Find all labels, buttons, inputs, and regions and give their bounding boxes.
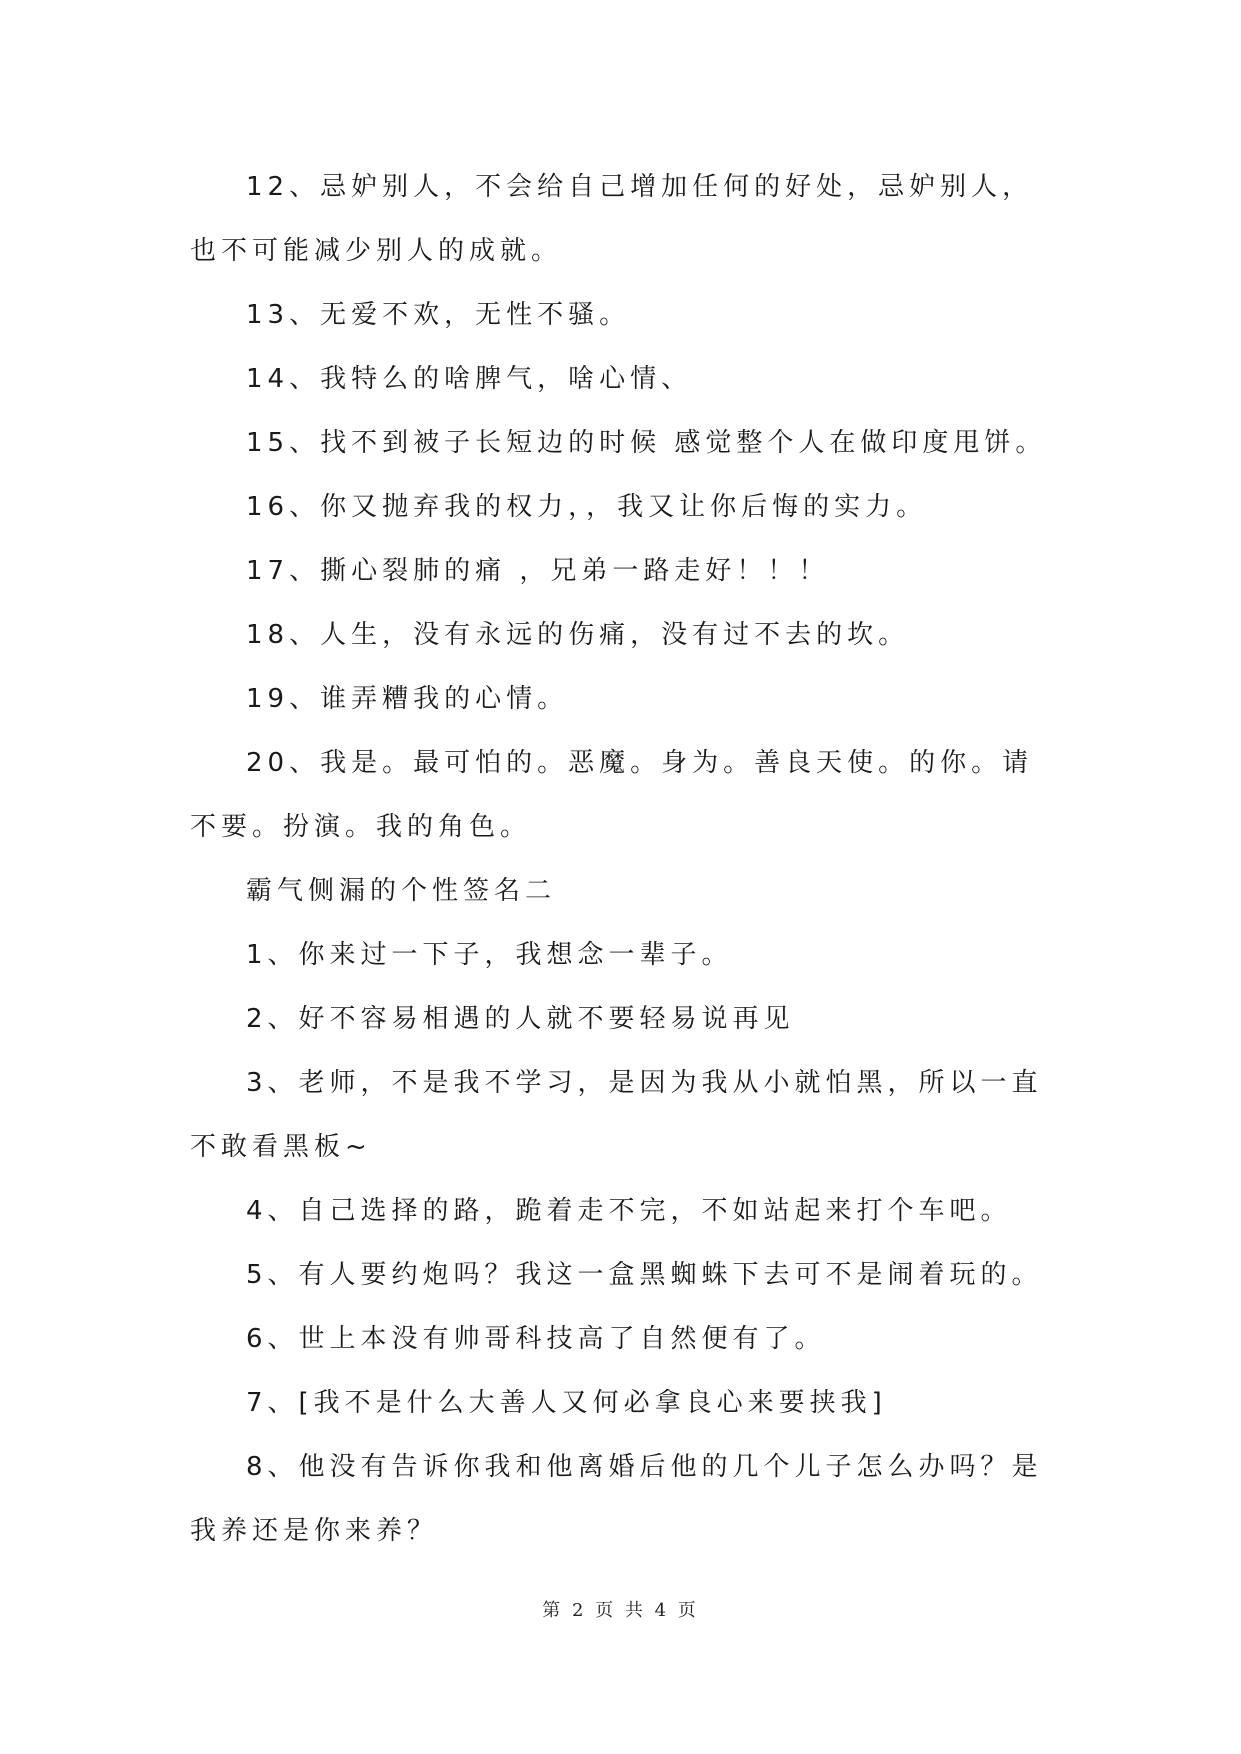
paragraph: 7、[我不是什么大善人又何必拿良心来要挟我] xyxy=(246,1388,887,1418)
paragraph: 1、你来过一下子，我想念一辈子。 xyxy=(246,940,733,970)
paragraph: 19、谁弄糟我的心情。 xyxy=(246,684,569,714)
paragraph: 20、我是。最可怕的。恶魔。身为。善良天使。的你。请不要。扮演。我的角色。 xyxy=(190,748,1034,842)
document-body xyxy=(190,155,1050,1563)
paragraph: 17、撕心裂肺的痛 ，兄弟一路走好！！！ xyxy=(246,556,830,586)
paragraph: 13、无爱不欢，无性不骚。 xyxy=(246,300,631,330)
paragraph: 5、有人要约炮吗？我这一盒黑蜘蛛下去可不是闹着玩的。 xyxy=(246,1260,1043,1290)
paragraph: 2、好不容易相遇的人就不要轻易说再见 xyxy=(246,1004,795,1034)
paragraph: 15、找不到被子长短边的时候 感觉整个人在做印度甩饼。 xyxy=(246,428,1047,458)
page-footer: 第 2 页 共 4 页 xyxy=(542,1600,699,1621)
paragraph: 18、人生，没有永远的伤痛，没有过不去的坎。 xyxy=(246,620,910,650)
paragraph: 8、他没有告诉你我和他离婚后他的几个儿子怎么办吗？是我养还是你来养？ xyxy=(190,1452,1043,1546)
paragraph: 4、自己选择的路，跪着走不完，不如站起来打个车吧。 xyxy=(246,1196,1012,1226)
section-heading: 霸气侧漏的个性签名二 xyxy=(246,876,557,906)
paragraph: 14、我特么的啥脾气，啥心情、 xyxy=(246,364,693,394)
paragraph: 16、你又抛弃我的权力，，我又让你后悔的实力。 xyxy=(246,492,928,522)
paragraph: 12、忌妒别人，不会给自己增加任何的好处，忌妒别人，也不可能减少别人的成就。 xyxy=(190,172,1034,266)
paragraph: 3、老师，不是我不学习，是因为我从小就怕黑，所以一直不敢看黑板~ xyxy=(190,1068,1043,1162)
paragraph: 6、世上本没有帅哥科技高了自然便有了。 xyxy=(246,1324,826,1354)
